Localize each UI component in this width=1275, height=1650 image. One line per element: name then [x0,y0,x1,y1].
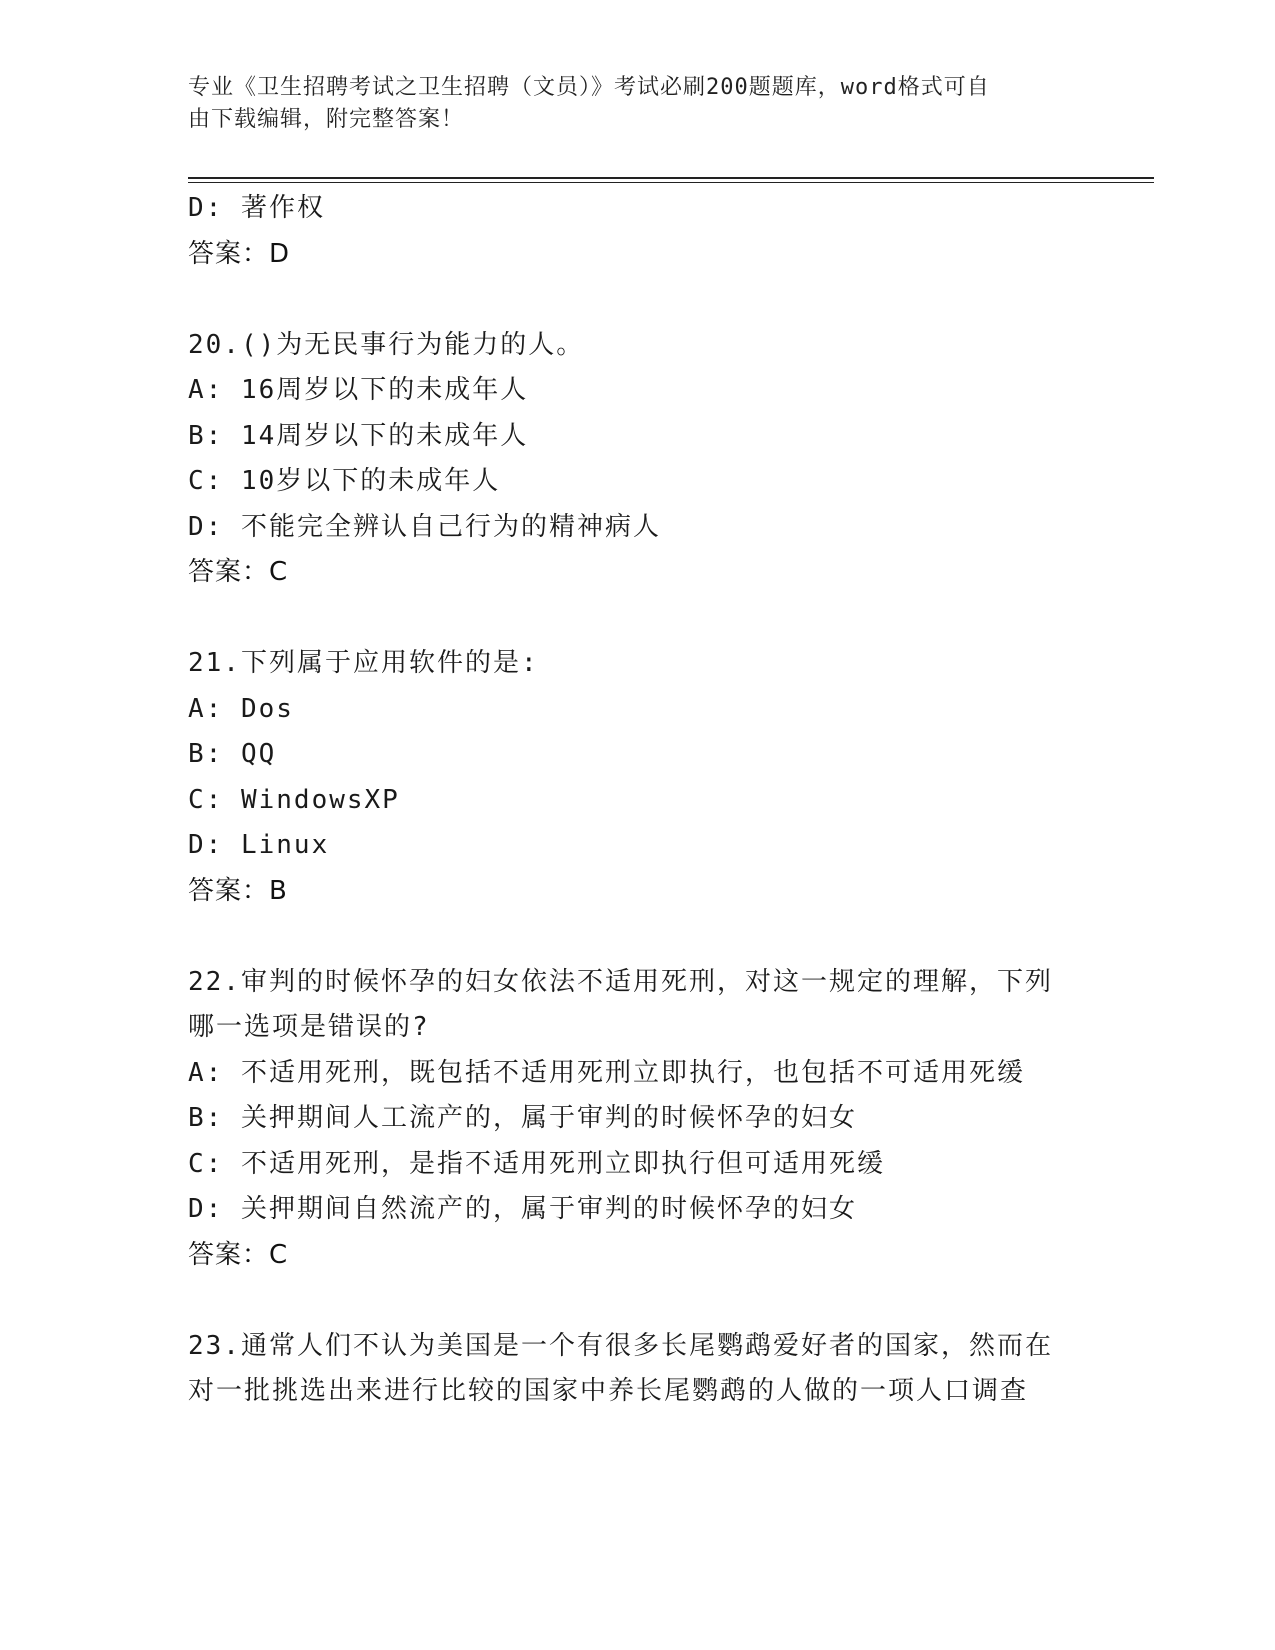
answer-line: 答案：C [188,1239,289,1270]
header-line-1: 专业《卫生招聘考试之卫生招聘（文员）》考试必刷200题题库，word格式可自 [188,75,990,100]
option-c: C: WindowsXP [188,784,400,815]
question-text: 21.下列属于应用软件的是: [188,648,539,678]
question-list [188,186,1088,1415]
spacer [188,1278,1088,1324]
option-d: D: 著作权 [188,193,325,223]
option-c: C: 不适用死刑，是指不适用死刑立即执行但可适用死缓 [188,1148,885,1179]
question-text-line-1: 23.通常人们不认为美国是一个有很多长尾鹦鹉爱好者的国家，然而在 [188,1330,1053,1361]
option-a: A: 16周岁以下的未成年人 [188,375,529,405]
question-21 [188,641,1088,914]
header-divider-thin [188,182,1154,183]
previous-question-tail [188,186,1088,277]
option-d: D: 关押期间自然流产的，属于审判的时候怀孕的妇女 [188,1194,857,1224]
question-23 [188,1324,1088,1415]
option-d: D: 不能完全辨认自己行为的精神病人 [188,511,661,542]
question-text-line-2: 对一批挑选出来进行比较的国家中养长尾鹦鹉的人做的一项人口调查 [188,1376,1029,1406]
question-text: 20.()为无民事行为能力的人。 [188,329,585,360]
option-b: B: 关押期间人工流产的，属于审判的时候怀孕的妇女 [188,1103,857,1133]
question-22 [188,960,1088,1279]
option-c: C: 10岁以下的未成年人 [188,466,501,496]
option-b: B: 14周岁以下的未成年人 [188,420,529,451]
question-text-line-2: 哪一选项是错误的? [188,1012,430,1042]
spacer [188,277,1088,323]
option-a: A: 不适用死刑，既包括不适用死刑立即执行，也包括不可适用死缓 [188,1057,1025,1088]
spacer [188,914,1088,960]
header-line-2: 由下载编辑，附完整答案！ [188,107,465,132]
answer-line: 答案：B [188,875,288,906]
spacer [188,596,1088,642]
question-text-line-1: 22.审判的时候怀孕的妇女依法不适用死刑，对这一规定的理解，下列 [188,966,1053,997]
header-divider-thick [188,177,1154,179]
answer-line: 答案：C [188,557,289,587]
option-d: D: Linux [188,830,330,860]
option-a: A: Dos [188,693,294,724]
option-b: B: QQ [188,739,277,769]
question-20 [188,323,1088,596]
document-header [188,72,1068,136]
answer-line: 答案：D [188,238,291,269]
